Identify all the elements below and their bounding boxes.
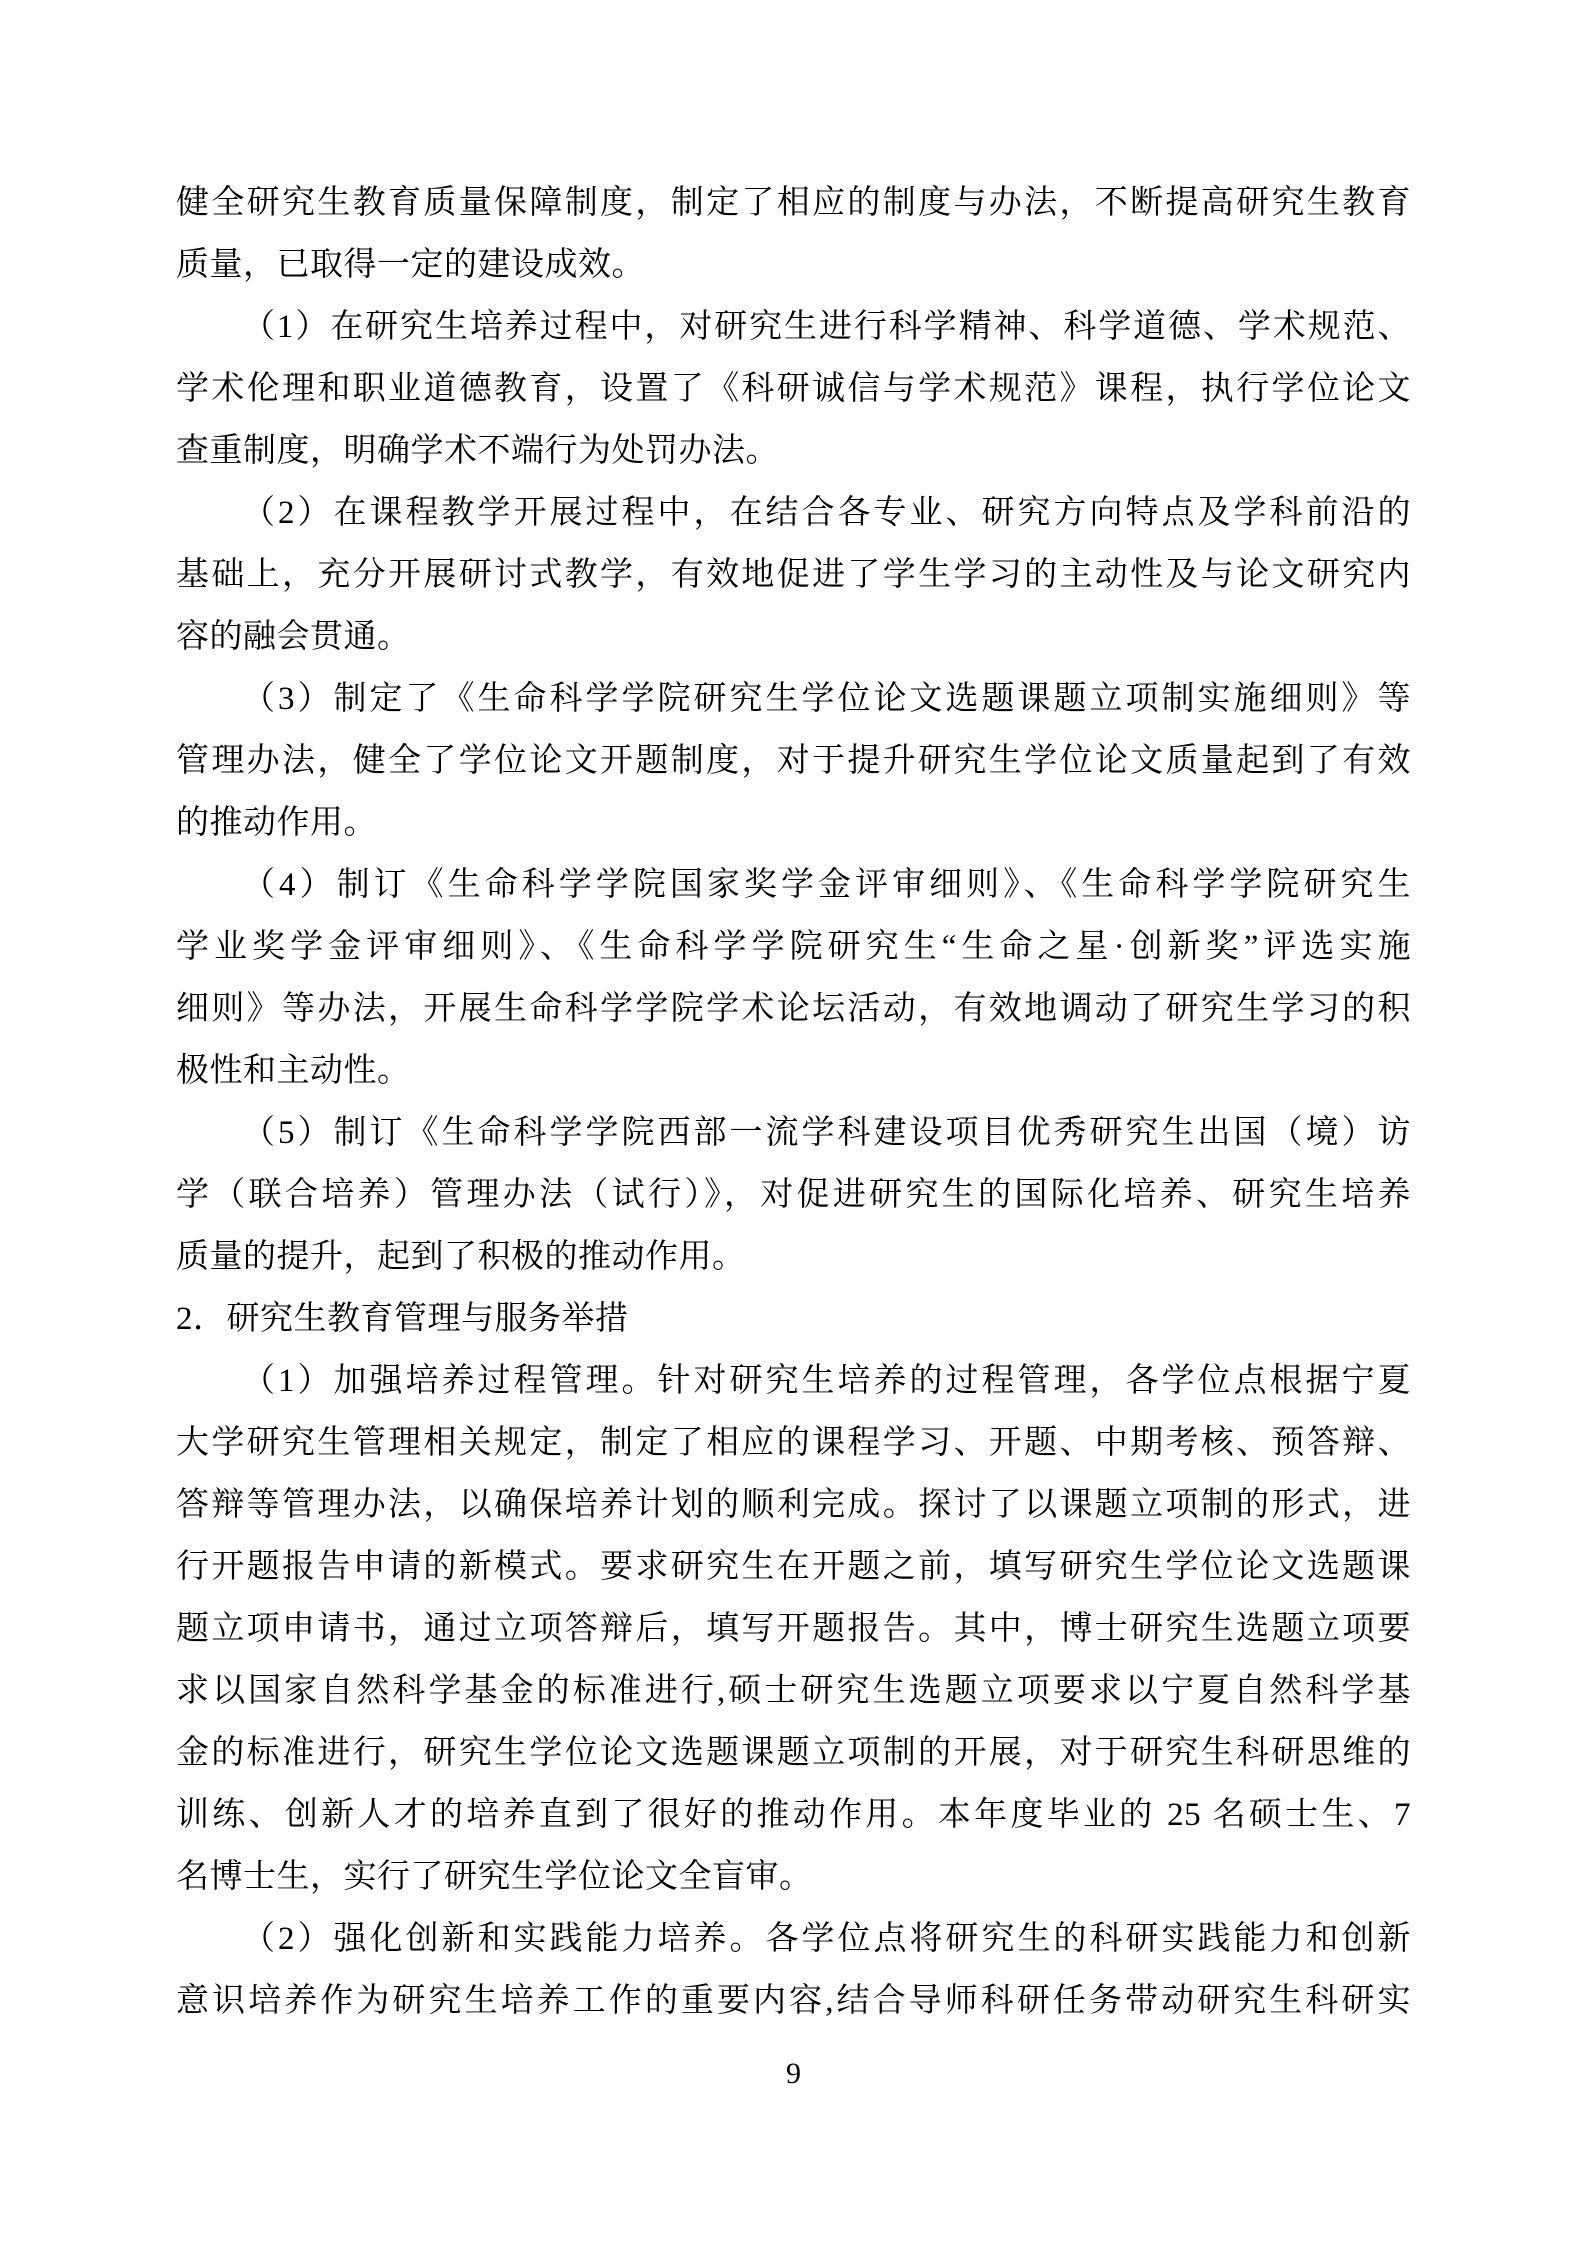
text-line: 金的标准进行，研究生学位论文选题课题立项制的开展，对于研究生科研思维的	[176, 1735, 1411, 1771]
text-line: 学业奖学金评审细则》、《生命科学学院研究生“生命之星·创新奖”评选实施	[176, 929, 1411, 965]
text-line: 极性和主动性。	[176, 1053, 411, 1089]
text-line: 行开题报告申请的新模式。要求研究生在开题之前，填写研究生学位论文选题课	[176, 1549, 1411, 1585]
text-line: 容的融会贯通。	[176, 619, 411, 655]
text-line: （3）制定了《生命科学学院研究生学位论文选题课题立项制实施细则》等	[242, 681, 1411, 717]
text-line: 健全研究生教育质量保障制度，制定了相应的制度与办法，不断提高研究生教育	[176, 185, 1411, 221]
text-line: 名博士生，实行了研究生学位论文全盲审。	[176, 1859, 813, 1895]
text-line: 细则》等办法，开展生命科学学院学术论坛活动，有效地调动了研究生学习的积	[176, 991, 1411, 1027]
text-line: 质量的提升，起到了积极的推动作用。	[176, 1239, 746, 1275]
page-number: 9	[786, 2057, 801, 2090]
text-line: 管理办法，健全了学位论文开题制度，对于提升研究生学位论文质量起到了有效	[176, 743, 1411, 779]
text-line: 学术伦理和职业道德教育，设置了《科研诚信与学术规范》课程，执行学位论文	[176, 371, 1411, 407]
text-line: 2．研究生教育管理与服务举措	[176, 1301, 629, 1337]
text-line: （4）制订《生命科学学院国家奖学金评审细则》、《生命科学学院研究生	[242, 867, 1411, 903]
text-line: 题立项申请书，通过立项答辩后，填写开题报告。其中，博士研究生选题立项要	[176, 1611, 1411, 1647]
text-line: （2）在课程教学开展过程中，在结合各专业、研究方向特点及学科前沿的	[242, 495, 1411, 531]
text-line: 学（联合培养）管理办法（试行）》，对促进研究生的国际化培养、研究生培养	[176, 1177, 1411, 1213]
text-line: 基础上，充分开展研讨式教学，有效地促进了学生学习的主动性及与论文研究内	[176, 557, 1411, 593]
text-line: （2）强化创新和实践能力培养。各学位点将研究生的科研实践能力和创新	[242, 1921, 1411, 1957]
text-lines	[176, 172, 1411, 2032]
text-line: 质量，已取得一定的建设成效。	[176, 247, 645, 283]
text-line: 求以国家自然科学基金的标准进行,硕士研究生选题立项要求以宁夏自然科学基	[176, 1673, 1411, 1709]
text-line: （5）制订《生命科学学院西部一流学科建设项目优秀研究生出国（境）访	[242, 1115, 1411, 1151]
text-line: 意识培养作为研究生培养工作的重要内容,结合导师科研任务带动研究生科研实	[176, 1983, 1411, 2019]
text-line: 的推动作用。	[176, 805, 377, 841]
text-line: 训练、创新人才的培养直到了很好的推动作用。本年度毕业的 25 名硕士生、7	[176, 1797, 1411, 1833]
text-line: 大学研究生管理相关规定，制定了相应的课程学习、开题、中期考核、预答辩、	[176, 1425, 1411, 1461]
text-line: （1）在研究生培养过程中，对研究生进行科学精神、科学道德、学术规范、	[242, 309, 1411, 345]
text-line: 答辩等管理办法，以确保培养计划的顺利完成。探讨了以课题立项制的形式，进	[176, 1487, 1411, 1523]
text-line: （1）加强培养过程管理。针对研究生培养的过程管理，各学位点根据宁夏	[242, 1363, 1411, 1399]
text-line: 查重制度，明确学术不端行为处罚办法。	[176, 433, 779, 469]
